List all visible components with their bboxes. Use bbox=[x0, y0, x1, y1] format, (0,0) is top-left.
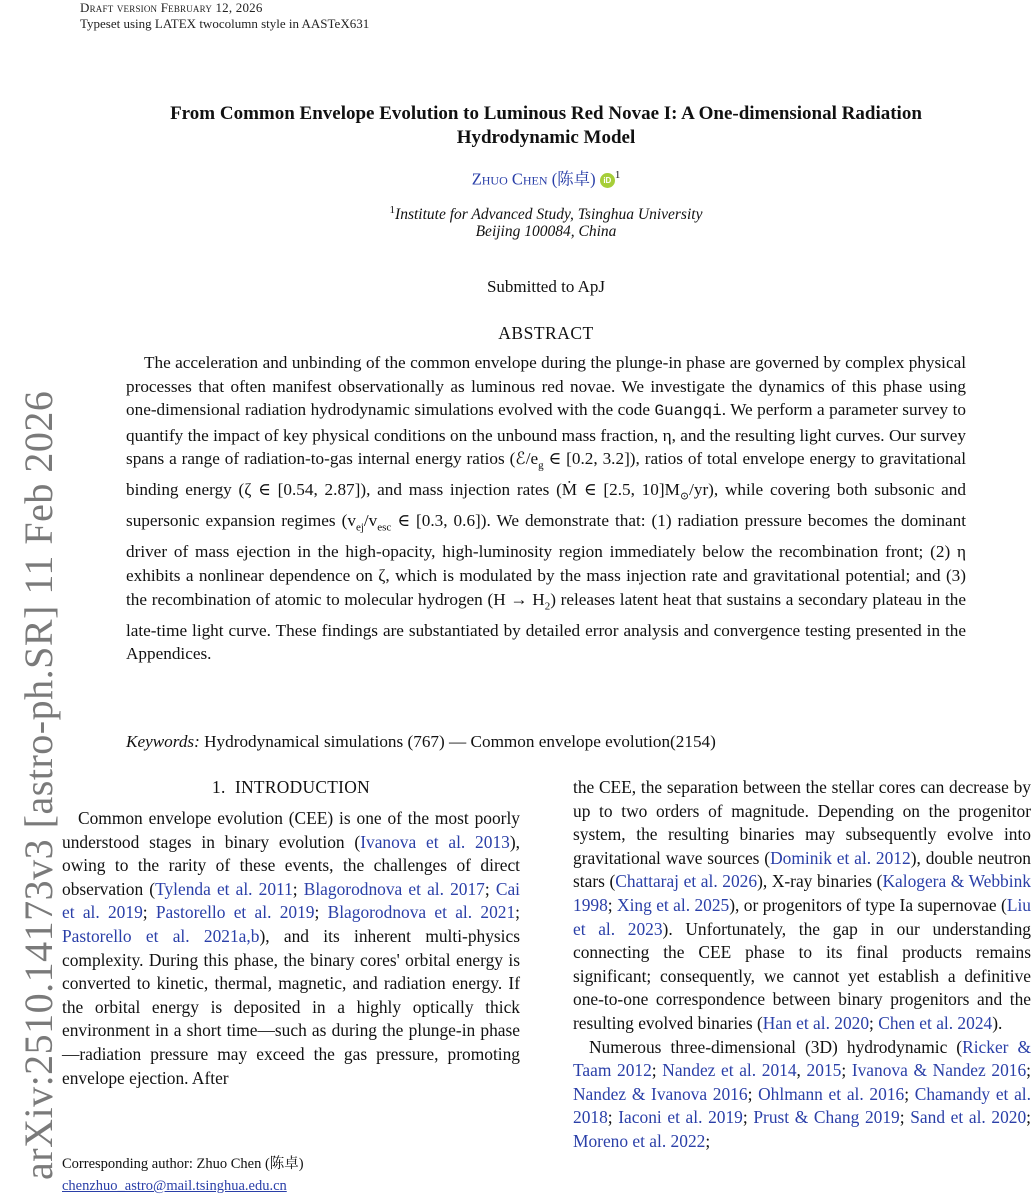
separator: ; bbox=[869, 1012, 879, 1033]
citation-link[interactable]: Pastorello et al. 2019 bbox=[155, 902, 315, 923]
abstract-text: ) releases latent heat that sustains a secondary plateau in the late-time light curve. These findings are substantiated by detailed error analysis and convergence testing presented in the Appendices. bbox=[126, 589, 966, 664]
citation-link[interactable]: Iaconi et al. 2019 bbox=[618, 1107, 743, 1128]
author-native-name-link[interactable]: (陈卓) bbox=[551, 169, 596, 189]
abstract-text: ∈ [0.2, 3.2]), ratios of total envelope energy to gravitational binding energy (ζ ∈ [0.54, 2.87]), and mass injection rates (Ṁ ∈ [2.5, 10]M bbox=[126, 449, 966, 500]
citation-link[interactable]: Nandez & Ivanova 2016 bbox=[573, 1083, 748, 1104]
draft-version-line: Draft version February 12, 2026 bbox=[80, 0, 263, 15]
separator: , bbox=[796, 1060, 807, 1081]
code-name: Guangqi bbox=[654, 402, 722, 421]
subscript: esc bbox=[377, 521, 392, 534]
separator: ; bbox=[1026, 1060, 1032, 1081]
citation-link[interactable]: Liu et al. 2023 bbox=[573, 894, 1031, 939]
affiliation-text: Institute for Advanced Study, Tsinghua University bbox=[395, 206, 703, 224]
keywords-label: Keywords: bbox=[126, 732, 200, 751]
separator: ; bbox=[515, 902, 520, 923]
body-text: ), double neutron stars ( bbox=[573, 847, 1031, 892]
separator: ; bbox=[899, 1107, 911, 1128]
separator: ; bbox=[705, 1130, 711, 1151]
keywords-text: Hydrodynamical simulations (767) — Common envelope evolution(2154) bbox=[199, 732, 716, 751]
separator: ; bbox=[1026, 1107, 1032, 1128]
intro-paragraph-2 bbox=[573, 1036, 1031, 1154]
citation-link[interactable]: Ivanova & Nandez 2016 bbox=[851, 1060, 1027, 1081]
separator: ; bbox=[841, 1060, 852, 1081]
separator: ; bbox=[292, 878, 304, 899]
body-text: Numerous three-dimensional (3D) hydrodynamic ( bbox=[589, 1036, 963, 1057]
citation-link[interactable]: Chamandy et al. 2018 bbox=[573, 1083, 1031, 1128]
body-text: ), and its inherent multi-physics complexity. During this phase, the binary cores' orbital energy is converted to kinetic, thermal, magnetic, and radiation energy. If the orbital energy is deposited in a highly optically thick environment in a short time—such as during the plunge-in phase—radiation pressure may exceed the gas pressure, promoting envelope ejection. After bbox=[62, 925, 520, 1088]
paper-title bbox=[100, 102, 992, 150]
author-name-link[interactable]: Zhuo Chen bbox=[471, 169, 548, 189]
left-column bbox=[62, 807, 520, 1090]
citation-link[interactable]: Cai et al. 2019 bbox=[62, 878, 521, 923]
citation-link[interactable]: Blagorodnova et al. 2017 bbox=[303, 878, 485, 899]
separator: ; bbox=[747, 1083, 759, 1104]
citation-link[interactable]: Kalogera & Webbink 1998 bbox=[573, 871, 1031, 915]
author-line bbox=[100, 164, 992, 191]
section-title: INTRODUCTION bbox=[234, 777, 370, 797]
citation-link[interactable]: Sand et al. 2020 bbox=[910, 1107, 1027, 1128]
body-text: ), X-ray binaries ( bbox=[757, 871, 883, 892]
title-line-2: Hydrodynamic Model bbox=[456, 127, 636, 148]
body-text: ). Unfortunately, the gap in our understanding connecting the CEE phase to its final products remains significant; consequently, we cannot yet establish a definitive one-to-one correspondence between binary progenitors and the resulting evolved binaries ( bbox=[573, 918, 1031, 1033]
citation-link[interactable]: Chattaraj et al. 2026 bbox=[615, 871, 758, 892]
author-email-link[interactable]: chenzhuo_astro@mail.tsinghua.edu.cn bbox=[62, 1178, 287, 1194]
abstract-text: ∈ [0.3, 0.6]). We demonstrate that: (1) radiation pressure becomes the dominant driver of mass ejection in the high-opacity, high-luminosity region immediately below the recombination front; (2) η exhibits a nonlinear dependence on ζ, which is modulated by the mass injection rate and gravitational potential; and (3) the recombination of atomic to molecular hydrogen (H → H bbox=[126, 511, 966, 609]
section-heading bbox=[62, 776, 520, 798]
separator: ; bbox=[607, 1107, 619, 1128]
keywords-line bbox=[126, 731, 966, 753]
abstract-body bbox=[126, 351, 966, 666]
separator: ; bbox=[742, 1107, 754, 1128]
body-text: ). bbox=[992, 1012, 1003, 1033]
abstract-text: /v bbox=[363, 511, 378, 531]
abstract-text: The acceleration and unbinding of the common envelope during the plunge-in phase are governed by complex physical processes that often manifest observationally as luminous red novae. We investigate the dynamics of this phase using one-dimensional radiation hydrodynamic simulations evolved with the code bbox=[126, 353, 966, 420]
title-line-1: From Common Envelope Evolution to Luminous Red Novae I: A One-dimensional Radiation bbox=[170, 103, 922, 124]
citation-link[interactable]: Tylenda et al. 2011 bbox=[155, 878, 293, 899]
body-text: Common envelope evolution (CEE) is one of the most poorly understood stages in binary evolution ( bbox=[62, 808, 520, 852]
citation-link[interactable]: Ivanova et al. 2013 bbox=[360, 831, 510, 852]
abstract-text: /yr), while covering both subsonic and supersonic expansion regimes (v bbox=[126, 480, 966, 531]
separator: ; bbox=[142, 902, 156, 923]
right-column bbox=[573, 776, 1031, 1154]
citation-link[interactable]: Nandez et al. 2014 bbox=[662, 1060, 797, 1081]
citation-link[interactable]: Dominik et al. 2012 bbox=[770, 847, 911, 868]
affiliation-mark: 1 bbox=[389, 204, 396, 216]
separator: ; bbox=[904, 1083, 915, 1104]
citation-link[interactable]: 2015 bbox=[806, 1060, 842, 1081]
author-affiliation-mark: 1 bbox=[614, 169, 621, 181]
submitted-note: Submitted to ApJ bbox=[486, 277, 606, 296]
citation-link[interactable]: Han et al. 2020 bbox=[762, 1012, 870, 1033]
citation-link[interactable]: Blagorodnova et al. 2021 bbox=[327, 902, 516, 923]
subscript: 2 bbox=[544, 600, 551, 613]
separator: ; bbox=[651, 1060, 663, 1081]
separator: ; bbox=[484, 878, 496, 899]
body-text: the CEE, the separation between the stellar cores can decrease by up to two orders of magnitude. Depending on the progenitor system, the resulting binaries may subsequently evolve into gravitational wave sources ( bbox=[573, 777, 1031, 868]
abstract-heading: ABSTRACT bbox=[498, 323, 594, 343]
citation-link[interactable]: Pastorello et al. 2021a,b bbox=[62, 925, 260, 946]
citation-link[interactable]: Moreno et al. 2022 bbox=[573, 1130, 706, 1151]
separator: ; bbox=[607, 894, 618, 915]
section-number: 1. bbox=[212, 777, 226, 797]
intro-paragraph-1 bbox=[62, 807, 520, 1090]
citation-link[interactable]: Ohlmann et al. 2016 bbox=[758, 1083, 905, 1104]
affiliation-city: Beijing 100084, China bbox=[475, 223, 617, 240]
typeset-line: Typeset using LATEX twocolumn style in AASTeX631 bbox=[80, 16, 370, 31]
sun-symbol: ⊙ bbox=[679, 490, 690, 503]
citation-link[interactable]: Prust & Chang 2019 bbox=[753, 1107, 900, 1128]
separator: ; bbox=[314, 902, 328, 923]
subscript: ej bbox=[355, 521, 364, 534]
subscript: g bbox=[538, 459, 544, 472]
abstract-text: . We perform a parameter survey to quantify the impact of key physical conditions on the unbound mass fraction, η, and the resulting light curves. Our survey spans a range of radiation-to-gas internal energy ratios (ℰ/e bbox=[126, 400, 966, 469]
orcid-icon[interactable]: iD bbox=[600, 173, 615, 188]
arxiv-identifier-stamp: arXiv:2510.14173v3 [astro-ph.SR] 11 Feb 2026 bbox=[16, 390, 61, 1180]
body-text: ), owing to the rarity of these events, the challenges of direct observation ( bbox=[62, 831, 520, 899]
body-text: ), or progenitors of type Ia supernovae ( bbox=[729, 894, 1007, 915]
citation-link[interactable]: Ricker & Taam 2012 bbox=[573, 1036, 1031, 1081]
citation-link[interactable]: Xing et al. 2025 bbox=[617, 894, 730, 915]
corresponding-author-note: Corresponding author: Zhuo Chen (陈卓) bbox=[62, 1156, 304, 1172]
citation-link[interactable]: Chen et al. 2024 bbox=[878, 1012, 993, 1033]
intro-paragraph-1-continued bbox=[573, 776, 1031, 1036]
